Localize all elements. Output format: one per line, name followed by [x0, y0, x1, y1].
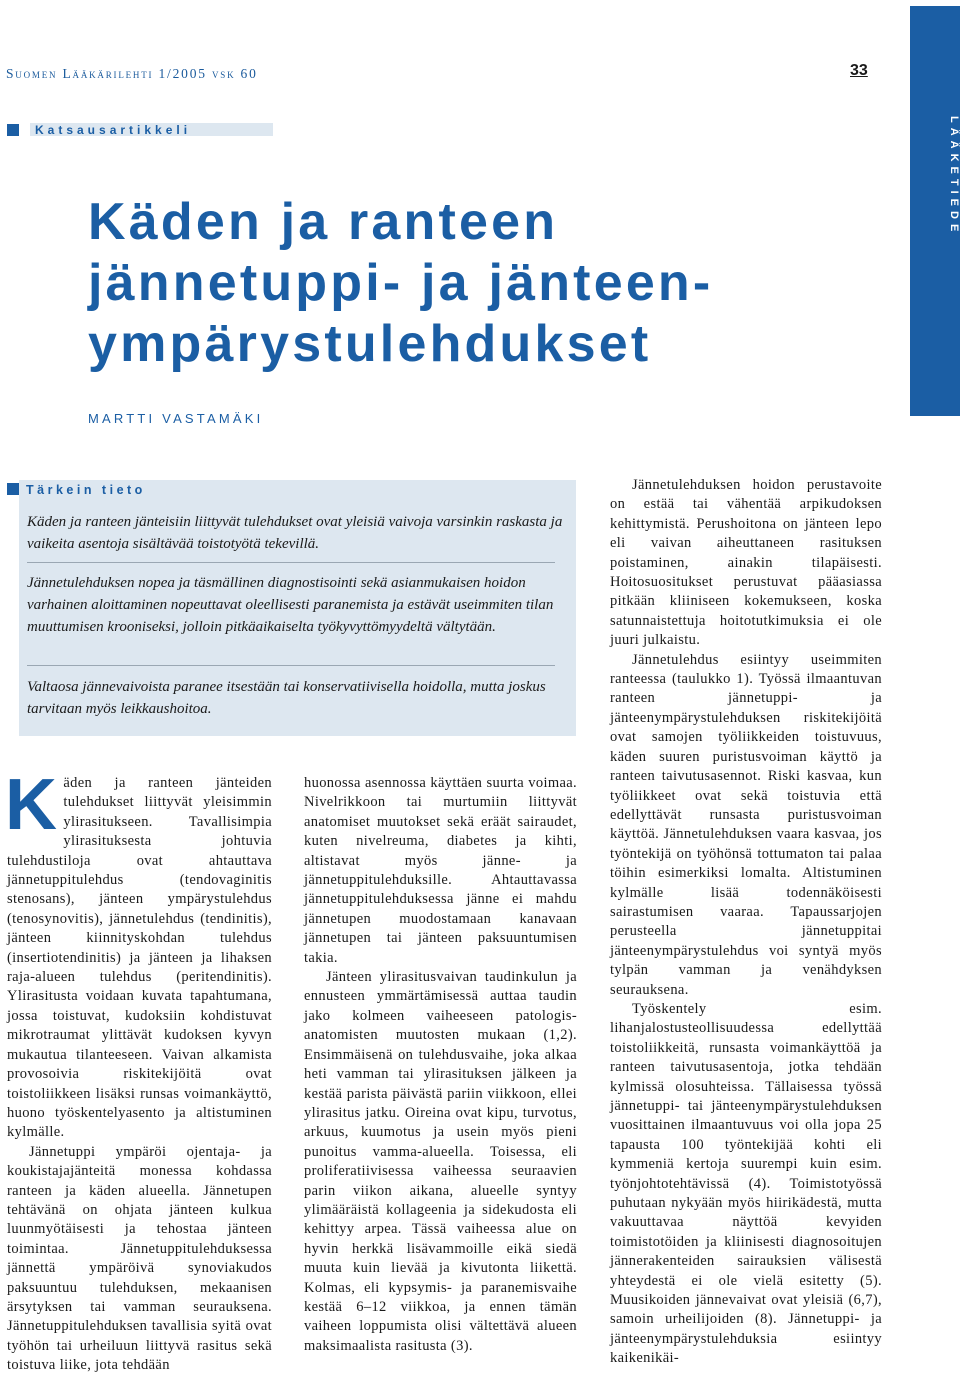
article-title: [88, 192, 888, 375]
side-tab-label: LÄÄKETIEDE: [948, 116, 960, 237]
section-side-tab: [910, 6, 960, 416]
key-fact-2: Jännetulehduksen nopea ja täsmällinen diagnostisointi sekä asianmukaisen hoidon varhainen aloittaminen nopeuttavat oleellisesti paranemista ja estävät useimmiten tilan muuttumisen krooniseksi, jolloin pitkäaikaiselta työkyvyttömyydeltä vältytään.: [27, 575, 554, 635]
key-facts-heading: Tärkein tieto: [26, 483, 146, 497]
key-fact-divider-1: [27, 562, 555, 563]
paragraph: Jänteen ylirasitusvaivan taudinkulun ja ennusteen ymmärtämisessä auttaa taudin jako kolmeen vaiheeseen patologis-anatomisten muutosten mukaan (1,2). Ensimmäisenä on tulehdusvaihe, joka alkaa heti vamman tai ylirasituksen jälkeen ja kestää parista päivästä pariin viikkoon, ellei ylirasitus jatku. Oireina ovat kipu, turvotus, arkuus, kuumotus ja usein myös pieni punoitus vamma-alueella. Toisessa, eli proliferatiivisessa vaiheessa seuraavien parin viikon aikana, alueelle syntyy ylimääräistä kollageenia ja sidekudosta eli kehittyy arpea. Tässä vaiheessa alue on hyvin herkkä lisävammoille eikä siedä muuta kuin lievää ja kivutonta liikettä. Kolmas, eli kypsymis- ja paranemisvaihe kestää 6–12 viikkoa, ja ennen tämän vaiheen loppumista olisi vältettävä alueen maksimaalista rasitusta (3).: [304, 969, 577, 1354]
body-column-3: [610, 476, 882, 1369]
key-fact-1: Käden ja ranteen jänteisiin liittyvät tulehdukset ovat yleisiä vaivoja varsinkin raskasta ja vaikeita asentoja sisältävää toistotyötä tekevillä.: [27, 514, 563, 552]
paragraph: Jännetulehduksen hoidon perustavoite on estää tai vähentää arpikudoksen kehittymistä. Perushoitona on jänteen lepo eli vaivan aiheuttaneen rasituksen poistaminen, ainakin tilapäisesti. Hoitosuositukset perustuvat pääasiassa pitkään kliiniseen kokemukseen, koska satunnaistettuja hoitotutkimuksia ei ole juuri julkaistu.: [610, 477, 882, 649]
title-line-3: ympärystulehdukset: [88, 315, 652, 373]
body-column-1: [5, 765, 272, 1376]
paragraph: huonossa asennossa käyttäen suurta voimaa. Nivelrikkoon tai murtumiin liittyvät anatomiset muutokset sekä eräät sairaudet, kuten nivelreuma, diabetes ja kihti, altistavat myös jänne- ja jännetuppitulehduksille. Ahtauttavassa jännetuppitulehduksessa jänne ei mahdu jännetupen muodostamaan kanavaan jännetupen tai jänteen paksuuntumisen takia.: [304, 775, 577, 966]
journal-title: Suomen Lääkärilehti 1/2005 vsk 60: [6, 66, 258, 81]
key-facts-marker-square: [7, 483, 19, 495]
page-number: 33: [850, 62, 868, 79]
key-fact-3: Valtaosa jännevaivoista paranee itsestään tai konservatiivisella hoidolla, mutta joskus tarvitaan myös leikkaushoitoa.: [27, 679, 546, 717]
journal-header: [6, 66, 258, 82]
section-label: Katsausartikkeli: [35, 123, 192, 137]
paragraph: Jännetuppi ympäröi ojentaja- ja koukistajajänteitä monessa kohdassa ranteen ja käden alueella. Jännetupen tehtävänä on ohjata jänteen kulkua luunmyötäisesti ja tehostaa jänteen toimintaa. Jännetuppitulehduksessa jännettä ympäröivä synoviakudos paksuuntuu tulehduksen, mekaanisen ärsytyksen tai vamman seurauksena. Jännetuppitulehduksen tavallisia syitä ovat työhön tai urheiluun liittyvä rasitus sekä toistuva liike, jota tehdään: [7, 1143, 272, 1374]
key-fact-divider-2: [27, 665, 555, 666]
body-column-2: [304, 774, 577, 1356]
paragraph: Jännetulehdus esiintyy useimmiten ranteessa (taulukko 1). Työssä ilmaantuvan ranteen jännetuppi- ja jänteenympärystulehduksen riskitekijöitä ovat samojen työliikkeiden toistuvuus, käden suuren puristusvoiman käyttö ja ranteen taivutusasennot. Riski kasvaa, kun työliikkeet ovat sekä toistuvia että edellyttävät runsasta puristusvoiman käyttöä. Jännetulehduksen vaara kasvaa, jos työntekijä on työhönsä tottumaton tai palaa töihin esimerkiksi lomalta. Altistuminen kylmälle lisää todennäköisesti sairastumisen vaaraa. Tapaussarjojen perusteella jännetuppitai jänteenympärystulehdus voi syntyä myös tylpän vamman ja venähdyksen seurauksena.: [610, 651, 882, 998]
title-line-2: jännetuppi- ja jänteen-: [88, 254, 714, 312]
drop-cap: K: [5, 765, 58, 845]
title-line-1: Käden ja ranteen: [88, 193, 559, 251]
section-marker-square: [7, 124, 19, 136]
paragraph: Työskentely esim. lihanjalostusteollisuudessa edellyttää toistoliikkeitä, runsasta voimankäyttöä ja ranteen taivutusasentoja, jotka tehdään kylmissä olosuhteissa. Tällaisessa työssä jännetuppi- tai jänteenympärystulehduksen vuosittainen ilmaantuvuus voi olla jopa 25 tapausta 100 työntekijää kohti eli kymmeniä kertoja suurempi kuin esim. työnjohtotehtävissä (4). Toimistotyössä puhutaan nykyään myös hiirikädestä, mutta vakuuttavaa näyttöä kevyiden toimistotöiden ja kliinisesti diagnosoitujen jännerakenteiden sairauksien välisestä yhteydestä ei ole vielä esitetty (5). Muusikoiden jännevaivat ovat yleisiä (6,7), samoin urheilijoiden (8). Jännetuppi- ja jänteenympärystulehduksia esiintyy kaikenikäi-: [610, 1000, 882, 1367]
author-name: MARTTI VASTAMÄKI: [88, 411, 264, 426]
paragraph: äden ja ranteen jänteiden tulehdukset liittyvät yleisimmin ylirasitukseen. Tavallisimpia ylirasituksesta johtuvia tulehdustiloja ovat ahtauttava jännetuppitulehdus (tendovaginitis stenosans), jänteen ympärystulehdus (tenosynovitis), jännetulehdus (tendinitis), jänteen kiinnityskohdan tulehdus (insertiotendinitis) ja jänteen ja lihaksen raja-alueen tulehdus (peritendinitis). Ylirasitusta voidaan kuvata tapahtumana, jossa toistuvat, kudoksiin kohdistuvat mikrotraumat ylittävät kudoksen kyvyn mukautua tilanteeseen. Vaivan alkamista provosoivia riskitekijöitä ovat toistoliikkeen lisäksi runsas voimankäyttö, huono työskentelyasento ja altistuminen kylmälle.: [7, 775, 272, 1141]
